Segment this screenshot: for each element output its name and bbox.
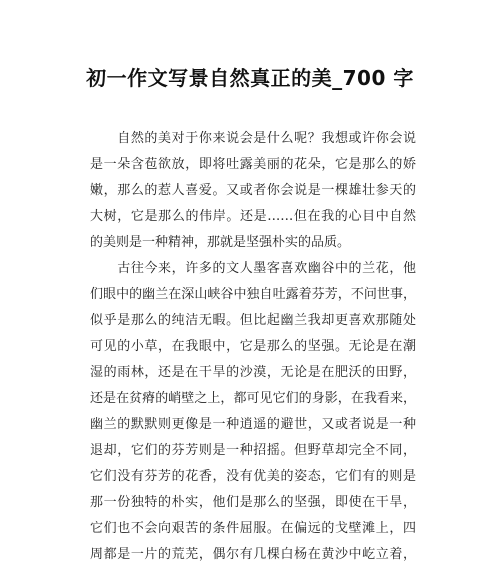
text-line: 们眼中的幽兰在深山峡谷中独自吐露着芬芳，不问世事， bbox=[90, 287, 416, 302]
text-line: 幽兰的默默则更像是一种逍遥的避世，又或者说是一种 bbox=[90, 417, 416, 432]
text-line: 大树，它是那么的伟岸。还是……但在我的心目中自然 bbox=[90, 209, 416, 224]
text-line: 嫩，那么的惹人喜爱。又或者你会说是一棵雄壮参天的 bbox=[90, 183, 416, 198]
text-line: 自然的美对于你来说会是什么呢？我想或许你会说 bbox=[90, 131, 416, 146]
document-body bbox=[90, 126, 416, 568]
text-line: 周都是一片的荒芜，偶尔有几棵白杨在黄沙中屹立着， bbox=[90, 547, 416, 562]
text-line: 的美则是一种精神，那就是坚强朴实的品质。 bbox=[90, 235, 351, 250]
text-line: 湿的雨林，还是在干旱的沙漠，无论是在肥沃的田野， bbox=[90, 365, 416, 380]
text-line: 还是在贫瘠的峭壁之上，都可见它们的身影，在我看来， bbox=[90, 391, 416, 406]
text-line: 似乎是那么的纯洁无暇。但比起幽兰我却更喜欢那随处 bbox=[90, 313, 416, 328]
text-line: 它们也不会向艰苦的条件屈服。在偏远的戈壁滩上，四 bbox=[90, 521, 416, 536]
text-line: 它们没有芬芳的花香，没有优美的姿态，它们有的则是 bbox=[90, 469, 416, 484]
document-title: 初一作文写景自然真正的美_700 字 bbox=[86, 66, 414, 90]
text-line: 那一份独特的朴实，他们是那么的坚强，即使在干旱， bbox=[90, 495, 416, 510]
paragraph-1 bbox=[90, 126, 416, 256]
text-line: 古往今来，许多的文人墨客喜欢幽谷中的兰花，他 bbox=[90, 261, 416, 276]
text-line: 可见的小草，在我眼中，它是那么的坚强。无论是在潮 bbox=[90, 339, 416, 354]
text-line: 是一朵含苞欲放，即将吐露美丽的花朵，它是那么的娇 bbox=[90, 157, 416, 172]
paragraph-2 bbox=[90, 256, 416, 568]
text-line: 退却，它们的芬芳则是一种招摇。但野草却完全不同， bbox=[90, 443, 416, 458]
